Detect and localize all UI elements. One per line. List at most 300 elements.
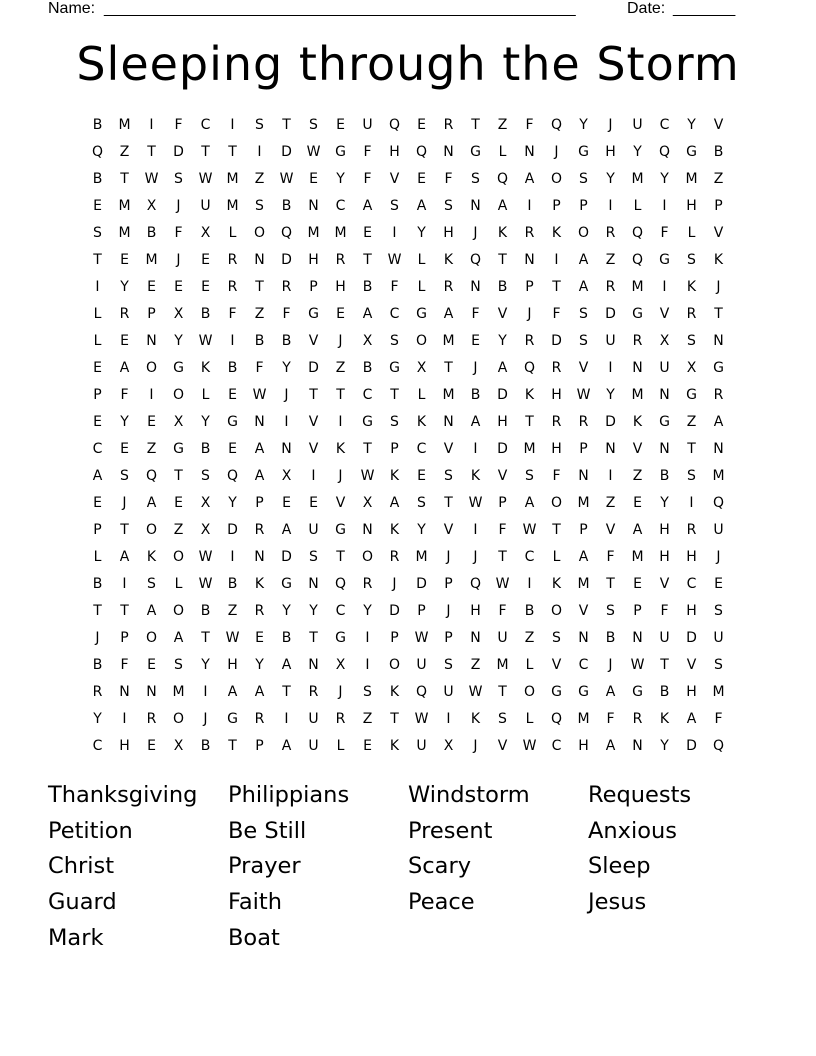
grid-letter[interactable]: B xyxy=(470,387,481,403)
grid-letter[interactable]: G xyxy=(470,144,481,160)
grid-letter[interactable]: T xyxy=(201,144,210,160)
grid-letter[interactable]: S xyxy=(174,657,183,673)
grid-letter[interactable]: F xyxy=(606,711,615,727)
grid-letter[interactable]: J xyxy=(716,549,721,565)
grid-letter[interactable]: O xyxy=(172,387,185,403)
grid-letter[interactable]: X xyxy=(443,738,454,754)
grid-letter[interactable]: I xyxy=(203,684,208,700)
grid-letter[interactable]: A xyxy=(119,360,130,376)
grid-letter[interactable]: B xyxy=(200,603,211,619)
grid-letter[interactable]: I xyxy=(284,711,289,727)
grid-letter[interactable]: J xyxy=(338,333,343,349)
grid-letter[interactable]: Y xyxy=(660,495,669,511)
grid-letter[interactable]: H xyxy=(659,522,670,538)
grid-letter[interactable]: R xyxy=(254,522,265,538)
grid-letter[interactable]: P xyxy=(444,630,453,646)
grid-letter[interactable]: Q xyxy=(469,576,482,592)
grid-letter[interactable]: F xyxy=(282,306,291,322)
grid-letter[interactable]: A xyxy=(362,198,373,214)
grid-letter[interactable]: V xyxy=(389,171,400,187)
grid-letter[interactable]: E xyxy=(174,279,183,295)
grid-letter[interactable]: L xyxy=(525,711,534,727)
grid-letter[interactable]: B xyxy=(713,144,724,160)
grid-letter[interactable]: E xyxy=(201,252,210,268)
grid-letter[interactable]: F xyxy=(444,171,453,187)
grid-letter[interactable]: U xyxy=(632,117,643,133)
grid-letter[interactable]: T xyxy=(255,279,264,295)
grid-letter[interactable]: P xyxy=(714,198,723,214)
grid-letter[interactable]: P xyxy=(309,279,318,295)
grid-letter[interactable]: T xyxy=(552,522,561,538)
grid-letter[interactable]: M xyxy=(496,657,509,673)
grid-letter[interactable]: N xyxy=(362,522,373,538)
grid-letter[interactable]: Y xyxy=(120,279,129,295)
grid-letter[interactable]: Y xyxy=(660,738,669,754)
grid-letter[interactable]: W xyxy=(576,387,591,403)
grid-letter[interactable]: N xyxy=(470,279,481,295)
grid-letter[interactable]: D xyxy=(227,522,238,538)
grid-letter[interactable]: C xyxy=(686,576,697,592)
grid-letter[interactable]: V xyxy=(578,360,589,376)
grid-letter[interactable]: G xyxy=(551,684,562,700)
grid-letter[interactable]: G xyxy=(335,522,346,538)
grid-letter[interactable]: Z xyxy=(605,495,616,511)
grid-letter[interactable]: M xyxy=(577,495,590,511)
grid-letter[interactable]: E xyxy=(255,630,264,646)
grid-letter[interactable]: T xyxy=(363,441,372,457)
grid-letter[interactable]: L xyxy=(498,144,507,160)
grid-letter[interactable]: N xyxy=(470,630,481,646)
grid-letter[interactable]: H xyxy=(389,144,400,160)
grid-letter[interactable]: Z xyxy=(632,468,643,484)
grid-letter[interactable]: I xyxy=(446,711,451,727)
grid-letter[interactable]: Y xyxy=(120,414,129,430)
grid-letter[interactable]: T xyxy=(147,144,156,160)
grid-letter[interactable]: B xyxy=(92,117,103,133)
grid-letter[interactable]: I xyxy=(230,549,235,565)
grid-letter[interactable]: I xyxy=(608,360,613,376)
grid-letter[interactable]: A xyxy=(470,414,481,430)
grid-letter[interactable]: T xyxy=(282,684,291,700)
grid-letter[interactable]: M xyxy=(118,198,131,214)
grid-letter[interactable]: D xyxy=(281,549,292,565)
grid-letter[interactable]: A xyxy=(443,306,454,322)
grid-letter[interactable]: Q xyxy=(388,117,401,133)
grid-letter[interactable]: I xyxy=(230,333,235,349)
grid-letter[interactable]: A xyxy=(281,738,292,754)
grid-letter[interactable]: P xyxy=(579,522,588,538)
grid-letter[interactable]: J xyxy=(338,684,343,700)
grid-letter[interactable]: M xyxy=(523,441,536,457)
grid-letter[interactable]: F xyxy=(390,279,399,295)
grid-letter[interactable]: Q xyxy=(550,117,563,133)
grid-letter[interactable]: Q xyxy=(469,252,482,268)
grid-letter[interactable]: J xyxy=(392,576,397,592)
grid-letter[interactable]: W xyxy=(252,387,267,403)
grid-letter[interactable]: Q xyxy=(631,225,644,241)
grid-letter[interactable]: J xyxy=(122,495,127,511)
grid-letter[interactable]: I xyxy=(608,198,613,214)
grid-letter[interactable]: L xyxy=(336,738,345,754)
grid-letter[interactable]: E xyxy=(417,468,426,484)
grid-letter[interactable]: S xyxy=(444,198,453,214)
grid-letter[interactable]: K xyxy=(389,468,400,484)
grid-letter[interactable]: G xyxy=(713,360,724,376)
grid-letter[interactable]: O xyxy=(145,522,158,538)
grid-letter[interactable]: C xyxy=(92,441,103,457)
grid-letter[interactable]: E xyxy=(417,171,426,187)
grid-letter[interactable]: N xyxy=(470,198,481,214)
grid-letter[interactable]: M xyxy=(631,171,644,187)
grid-letter[interactable]: B xyxy=(92,171,103,187)
grid-letter[interactable]: M xyxy=(712,684,725,700)
grid-letter[interactable]: S xyxy=(525,468,534,484)
grid-letter[interactable]: A xyxy=(281,522,292,538)
grid-letter[interactable]: Z xyxy=(119,144,130,160)
grid-letter[interactable]: H xyxy=(686,549,697,565)
grid-letter[interactable]: V xyxy=(632,441,643,457)
grid-letter[interactable]: U xyxy=(308,522,319,538)
grid-letter[interactable]: Z xyxy=(335,360,346,376)
grid-letter[interactable]: E xyxy=(336,117,345,133)
grid-letter[interactable]: E xyxy=(714,576,723,592)
grid-letter[interactable]: B xyxy=(605,630,616,646)
grid-letter[interactable]: G xyxy=(362,414,373,430)
grid-letter[interactable]: Y xyxy=(282,360,291,376)
grid-letter[interactable]: J xyxy=(608,657,613,673)
grid-letter[interactable]: X xyxy=(659,333,670,349)
grid-letter[interactable]: S xyxy=(687,252,696,268)
grid-letter[interactable]: V xyxy=(335,495,346,511)
grid-letter[interactable]: V xyxy=(578,603,589,619)
grid-letter[interactable]: X xyxy=(173,414,184,430)
grid-letter[interactable]: I xyxy=(311,468,316,484)
grid-letter[interactable]: G xyxy=(659,252,670,268)
grid-letter[interactable]: Q xyxy=(712,495,725,511)
grid-letter[interactable]: N xyxy=(659,387,670,403)
grid-letter[interactable]: P xyxy=(93,522,102,538)
grid-letter[interactable]: F xyxy=(498,522,507,538)
grid-letter[interactable]: R xyxy=(146,711,157,727)
grid-letter[interactable]: Z xyxy=(470,657,481,673)
grid-letter[interactable]: A xyxy=(389,495,400,511)
grid-letter[interactable]: Z xyxy=(713,171,724,187)
grid-letter[interactable]: A xyxy=(227,684,238,700)
grid-letter[interactable]: M xyxy=(334,225,347,241)
grid-letter[interactable]: K xyxy=(632,414,643,430)
grid-letter[interactable]: H xyxy=(335,279,346,295)
grid-letter[interactable]: Z xyxy=(254,171,265,187)
grid-letter[interactable]: V xyxy=(605,522,616,538)
grid-letter[interactable]: S xyxy=(444,468,453,484)
grid-letter[interactable]: Z xyxy=(497,117,508,133)
grid-letter[interactable]: R xyxy=(92,684,103,700)
grid-letter[interactable]: F xyxy=(174,225,183,241)
grid-letter[interactable]: R xyxy=(119,306,130,322)
grid-letter[interactable]: X xyxy=(200,225,211,241)
grid-letter[interactable]: O xyxy=(172,711,185,727)
grid-letter[interactable]: K xyxy=(524,387,535,403)
grid-letter[interactable]: B xyxy=(362,360,373,376)
grid-letter[interactable]: A xyxy=(578,549,589,565)
grid-letter[interactable]: X xyxy=(200,522,211,538)
grid-letter[interactable]: S xyxy=(579,306,588,322)
grid-letter[interactable]: R xyxy=(524,225,535,241)
grid-letter[interactable]: E xyxy=(120,333,129,349)
grid-letter[interactable]: A xyxy=(713,414,724,430)
grid-letter[interactable]: S xyxy=(687,333,696,349)
grid-letter[interactable]: E xyxy=(120,252,129,268)
grid-letter[interactable]: M xyxy=(685,171,698,187)
grid-letter[interactable]: A xyxy=(497,198,508,214)
grid-letter[interactable]: Y xyxy=(606,171,615,187)
grid-letter[interactable]: S xyxy=(255,198,264,214)
grid-letter[interactable]: R xyxy=(443,117,454,133)
grid-letter[interactable]: T xyxy=(660,657,669,673)
grid-letter[interactable]: J xyxy=(95,630,100,646)
grid-letter[interactable]: D xyxy=(281,252,292,268)
grid-letter[interactable]: D xyxy=(308,360,319,376)
grid-letter[interactable]: T xyxy=(444,495,453,511)
grid-letter[interactable]: M xyxy=(118,225,131,241)
grid-letter[interactable]: K xyxy=(551,576,562,592)
grid-letter[interactable]: R xyxy=(551,414,562,430)
grid-letter[interactable]: R xyxy=(227,279,238,295)
grid-letter[interactable]: W xyxy=(630,657,645,673)
grid-letter[interactable]: B xyxy=(227,576,238,592)
grid-letter[interactable]: E xyxy=(282,495,291,511)
grid-letter[interactable]: S xyxy=(606,603,615,619)
grid-letter[interactable]: Y xyxy=(417,225,426,241)
grid-letter[interactable]: I xyxy=(527,576,532,592)
grid-letter[interactable]: B xyxy=(254,333,265,349)
grid-letter[interactable]: X xyxy=(146,198,157,214)
grid-letter[interactable]: Q xyxy=(280,225,293,241)
grid-letter[interactable]: E xyxy=(336,306,345,322)
grid-letter[interactable]: G xyxy=(227,711,238,727)
grid-letter[interactable]: L xyxy=(201,387,210,403)
grid-letter[interactable]: U xyxy=(416,738,427,754)
grid-letter[interactable]: L xyxy=(174,576,183,592)
grid-letter[interactable]: R xyxy=(362,576,373,592)
grid-letter[interactable]: I xyxy=(149,387,154,403)
grid-letter[interactable]: Q xyxy=(415,144,428,160)
grid-letter[interactable]: T xyxy=(606,576,615,592)
grid-letter[interactable]: N xyxy=(632,360,643,376)
grid-letter[interactable]: O xyxy=(388,657,401,673)
grid-letter[interactable]: U xyxy=(200,198,211,214)
grid-letter[interactable]: O xyxy=(361,549,374,565)
grid-letter[interactable]: Y xyxy=(228,495,237,511)
grid-letter[interactable]: I xyxy=(473,441,478,457)
grid-letter[interactable]: D xyxy=(416,576,427,592)
grid-letter[interactable]: V xyxy=(713,225,724,241)
grid-letter[interactable]: A xyxy=(632,522,643,538)
grid-letter[interactable]: P xyxy=(417,603,426,619)
grid-letter[interactable]: P xyxy=(444,576,453,592)
grid-letter[interactable]: T xyxy=(201,630,210,646)
grid-letter[interactable]: A xyxy=(605,684,616,700)
grid-letter[interactable]: H xyxy=(605,144,616,160)
grid-letter[interactable]: T xyxy=(309,630,318,646)
grid-letter[interactable]: S xyxy=(471,171,480,187)
grid-letter[interactable]: A xyxy=(254,468,265,484)
grid-letter[interactable]: R xyxy=(254,711,265,727)
grid-letter[interactable]: T xyxy=(498,684,507,700)
grid-letter[interactable]: C xyxy=(416,441,427,457)
grid-letter[interactable]: H xyxy=(686,198,697,214)
grid-letter[interactable]: R xyxy=(335,252,346,268)
grid-letter[interactable]: Q xyxy=(334,576,347,592)
grid-letter[interactable]: A xyxy=(173,630,184,646)
grid-letter[interactable]: A xyxy=(254,684,265,700)
grid-letter[interactable]: E xyxy=(633,576,642,592)
grid-letter[interactable]: J xyxy=(527,306,532,322)
grid-letter[interactable]: L xyxy=(633,198,642,214)
grid-letter[interactable]: H xyxy=(659,549,670,565)
grid-letter[interactable]: S xyxy=(390,333,399,349)
grid-letter[interactable]: I xyxy=(122,711,127,727)
grid-letter[interactable]: L xyxy=(93,549,102,565)
grid-letter[interactable]: E xyxy=(363,225,372,241)
grid-letter[interactable]: G xyxy=(335,144,346,160)
grid-letter[interactable]: U xyxy=(605,333,616,349)
grid-letter[interactable]: Z xyxy=(362,711,373,727)
grid-letter[interactable]: A xyxy=(146,603,157,619)
grid-letter[interactable]: B xyxy=(200,306,211,322)
name-line[interactable]: _____________________________________________________ xyxy=(104,0,576,17)
grid-letter[interactable]: H xyxy=(119,738,130,754)
grid-letter[interactable]: T xyxy=(687,441,696,457)
grid-letter[interactable]: V xyxy=(308,333,319,349)
grid-letter[interactable]: I xyxy=(230,117,235,133)
grid-letter[interactable]: S xyxy=(390,198,399,214)
grid-letter[interactable]: F xyxy=(255,360,264,376)
grid-letter[interactable]: J xyxy=(203,711,208,727)
grid-letter[interactable]: N xyxy=(605,441,616,457)
grid-letter[interactable]: V xyxy=(686,657,697,673)
grid-letter[interactable]: S xyxy=(714,657,723,673)
grid-letter[interactable]: P xyxy=(390,630,399,646)
grid-letter[interactable]: C xyxy=(335,198,346,214)
grid-letter[interactable]: F xyxy=(120,657,129,673)
grid-letter[interactable]: S xyxy=(201,468,210,484)
grid-letter[interactable]: H xyxy=(308,252,319,268)
grid-letter[interactable]: T xyxy=(120,171,129,187)
grid-letter[interactable]: Y xyxy=(309,603,318,619)
grid-letter[interactable]: C xyxy=(335,603,346,619)
grid-letter[interactable]: J xyxy=(473,549,478,565)
grid-letter[interactable]: H xyxy=(686,603,697,619)
grid-letter[interactable]: N xyxy=(254,414,265,430)
grid-letter[interactable]: R xyxy=(605,225,616,241)
grid-letter[interactable]: Y xyxy=(255,657,264,673)
grid-letter[interactable]: S xyxy=(714,603,723,619)
grid-letter[interactable]: U xyxy=(416,657,427,673)
grid-letter[interactable]: O xyxy=(172,549,185,565)
grid-letter[interactable]: X xyxy=(686,360,697,376)
grid-letter[interactable]: G xyxy=(227,414,238,430)
grid-letter[interactable]: S xyxy=(147,576,156,592)
grid-letter[interactable]: R xyxy=(308,684,319,700)
grid-letter[interactable]: K xyxy=(470,711,481,727)
grid-letter[interactable]: Y xyxy=(687,117,696,133)
grid-letter[interactable]: L xyxy=(417,279,426,295)
grid-letter[interactable]: I xyxy=(662,198,667,214)
grid-letter[interactable]: W xyxy=(495,576,510,592)
grid-letter[interactable]: O xyxy=(550,171,563,187)
grid-letter[interactable]: N xyxy=(254,252,265,268)
grid-letter[interactable]: M xyxy=(631,279,644,295)
grid-letter[interactable]: V xyxy=(443,441,454,457)
grid-letter[interactable]: Y xyxy=(417,522,426,538)
grid-letter[interactable]: Y xyxy=(660,171,669,187)
grid-letter[interactable]: R xyxy=(632,711,643,727)
grid-letter[interactable]: Z xyxy=(254,306,265,322)
grid-letter[interactable]: S xyxy=(498,711,507,727)
grid-letter[interactable]: L xyxy=(93,333,102,349)
grid-letter[interactable]: N xyxy=(254,549,265,565)
grid-letter[interactable]: P xyxy=(120,630,129,646)
grid-letter[interactable]: F xyxy=(498,603,507,619)
grid-letter[interactable]: A xyxy=(146,495,157,511)
grid-letter[interactable]: F xyxy=(228,306,237,322)
grid-letter[interactable]: Z xyxy=(605,252,616,268)
grid-letter[interactable]: M xyxy=(442,333,455,349)
grid-letter[interactable]: U xyxy=(497,630,508,646)
grid-letter[interactable]: W xyxy=(198,333,213,349)
grid-letter[interactable]: G xyxy=(659,414,670,430)
grid-letter[interactable]: F xyxy=(363,144,372,160)
grid-letter[interactable]: A xyxy=(119,549,130,565)
grid-letter[interactable]: X xyxy=(362,333,373,349)
grid-letter[interactable]: A xyxy=(578,279,589,295)
grid-letter[interactable]: N xyxy=(119,684,130,700)
grid-letter[interactable]: J xyxy=(473,738,478,754)
grid-letter[interactable]: B xyxy=(362,279,373,295)
grid-letter[interactable]: O xyxy=(172,603,185,619)
grid-letter[interactable]: D xyxy=(605,414,616,430)
grid-letter[interactable]: R xyxy=(335,711,346,727)
grid-letter[interactable]: J xyxy=(473,360,478,376)
grid-letter[interactable]: Q xyxy=(145,468,158,484)
grid-letter[interactable]: E xyxy=(228,387,237,403)
grid-letter[interactable]: J xyxy=(716,279,721,295)
grid-letter[interactable]: P xyxy=(255,738,264,754)
grid-letter[interactable]: K xyxy=(497,225,508,241)
grid-letter[interactable]: K xyxy=(686,279,697,295)
grid-letter[interactable]: B xyxy=(524,603,535,619)
grid-letter[interactable]: M xyxy=(172,684,185,700)
grid-letter[interactable]: N xyxy=(281,441,292,457)
grid-letter[interactable]: N xyxy=(659,441,670,457)
grid-letter[interactable]: T xyxy=(498,549,507,565)
grid-letter[interactable]: G xyxy=(416,306,427,322)
grid-letter[interactable]: I xyxy=(122,576,127,592)
grid-letter[interactable]: G xyxy=(632,684,643,700)
grid-letter[interactable]: K xyxy=(389,738,400,754)
grid-letter[interactable]: C xyxy=(524,549,535,565)
grid-letter[interactable]: N xyxy=(524,144,535,160)
grid-letter[interactable]: O xyxy=(145,360,158,376)
grid-letter[interactable]: R xyxy=(632,333,643,349)
grid-letter[interactable]: S xyxy=(579,171,588,187)
grid-letter[interactable]: Y xyxy=(174,333,183,349)
grid-letter[interactable]: W xyxy=(279,171,294,187)
grid-letter[interactable]: P xyxy=(498,495,507,511)
grid-letter[interactable]: C xyxy=(551,738,562,754)
grid-letter[interactable]: M xyxy=(577,711,590,727)
